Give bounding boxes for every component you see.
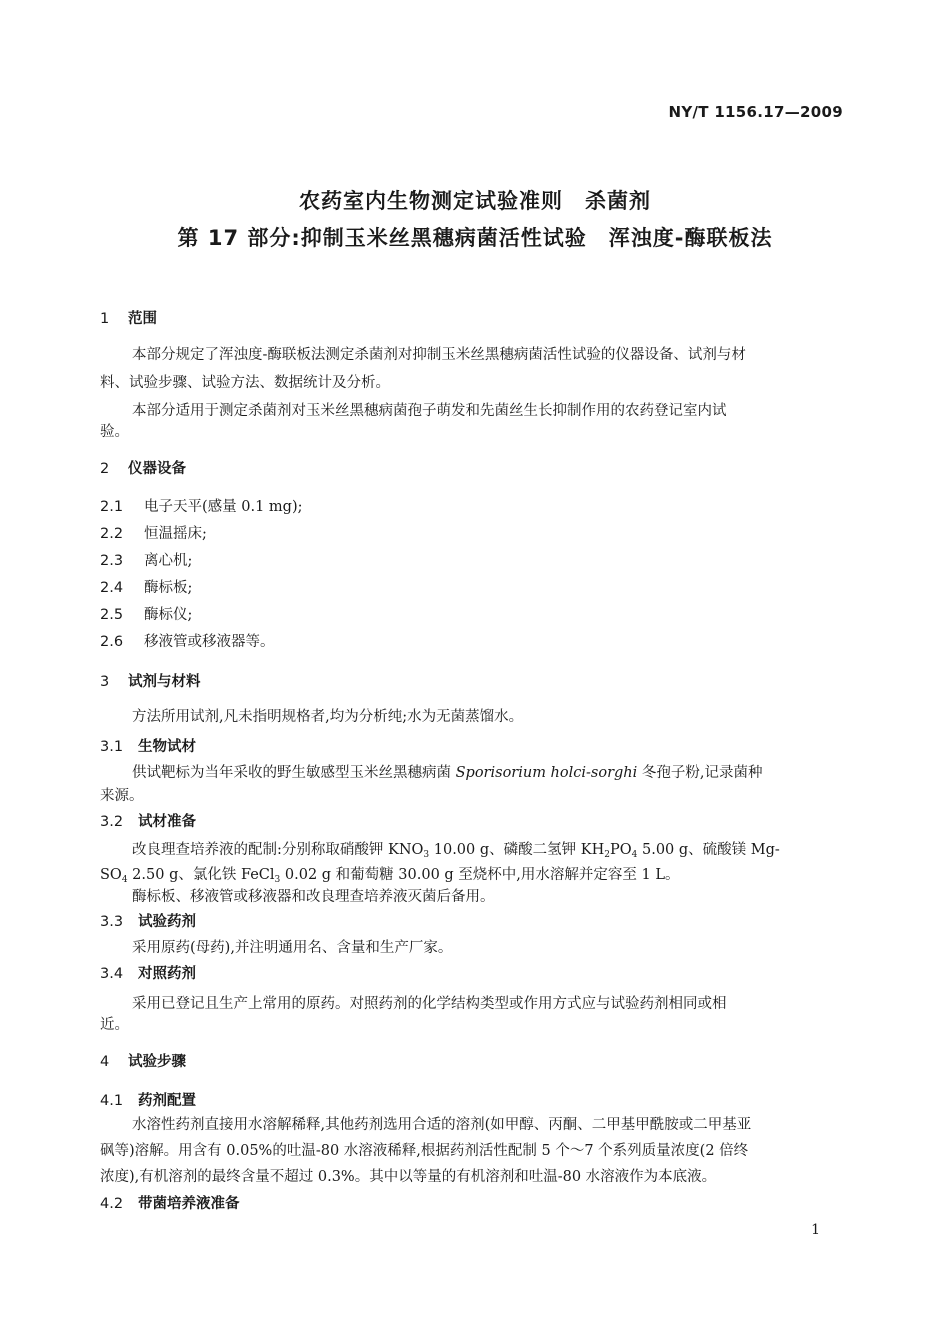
list-item — [100, 630, 275, 651]
paragraph: 酶标板、移液管或移液器和改良理查培养液灭菌后备用。 — [132, 889, 495, 905]
item-text: 电子天平(感量 0.1 mg); — [144, 499, 303, 515]
subsection-title: 试验药剂 — [138, 914, 196, 930]
section-4-heading — [100, 1050, 186, 1071]
subsection-number: 3.1 — [100, 739, 124, 755]
paragraph: 采用已登记且生产上常用的原药。对照药剂的化学结构类型或作用方式应与试验药剂相同或相 — [132, 996, 727, 1012]
paragraph: 采用原药(母药),并注明通用名、含量和生产厂家。 — [132, 940, 453, 956]
paragraph: 本部分适用于测定杀菌剂对玉米丝黑穗病菌孢子萌发和先菌丝生长抑制作用的农药登记室内试 — [132, 403, 727, 419]
section-number: 1 — [100, 311, 110, 327]
paragraph: 改良理查培养液的配制:分别称取硝酸钾 $KNO_3$ 10.00 g、磷酸二氢钾 $KH_2PO_4$ 5.00 g、硫酸镁 Mg- — [132, 842, 780, 860]
paragraph: 来源。 — [100, 788, 144, 804]
standard-number: NY/T 1156.17—2009 — [668, 103, 843, 121]
item-number: 2.6 — [100, 634, 124, 650]
subsection-4-2-heading — [100, 1192, 240, 1213]
subsection-number: 3.3 — [100, 914, 124, 930]
subsection-title: 试材准备 — [138, 814, 196, 830]
item-text: 酶标仪; — [144, 607, 193, 623]
list-item — [100, 549, 192, 570]
subsection-number: 3.2 — [100, 814, 124, 830]
list-item — [100, 603, 192, 624]
section-title: 试剂与材料 — [128, 674, 201, 690]
page-number: 1 — [811, 1222, 820, 1238]
paragraph: 供试靶标为当年采收的野生敏感型玉米丝黑穗病菌 Sporisorium holci-sorghi 冬孢子粉,记录菌种 — [132, 765, 763, 781]
item-number: 2.2 — [100, 526, 124, 542]
paragraph: 砜等)溶解。用含有 0.05%的吐温-80 水溶液稀释,根据药剂活性配制 5 个～7 个系列质量浓度(2 倍终 — [100, 1143, 749, 1159]
paragraph: 浓度),有机溶剂的最终含量不超过 0.3%。其中以等量的有机溶剂和吐温-80 水溶液作为本底液。 — [100, 1169, 717, 1185]
item-number: 2.1 — [100, 499, 124, 515]
item-text: 移液管或移液器等。 — [144, 634, 275, 650]
item-number: 2.5 — [100, 607, 124, 623]
list-item — [100, 522, 207, 543]
document-title-line1: 农药室内生物测定试验准则 杀菌剂 — [299, 189, 651, 213]
subsection-4-1-heading — [100, 1089, 196, 1110]
paragraph: $SO_4$ 2.50 g、氯化铁 FeCl$_3$ 0.02 g 和葡萄糖 30.00 g 至烧杯中,用水溶解并定容至 1 L。 — [100, 867, 680, 885]
list-item — [100, 576, 192, 597]
paragraph: 水溶性药剂直接用水溶解稀释,其他药剂选用合适的溶剂(如甲醇、丙酮、二甲基甲酰胺或二甲基亚 — [132, 1117, 752, 1133]
list-item — [100, 495, 303, 516]
subsection-title: 带菌培养液准备 — [138, 1196, 240, 1212]
section-title: 仪器设备 — [128, 461, 186, 477]
item-text: 离心机; — [144, 553, 193, 569]
subsection-title: 药剂配置 — [138, 1093, 196, 1109]
document-title-line2: 第 17 部分:抑制玉米丝黑穗病菌活性试验 浑浊度-酶联板法 — [177, 226, 773, 250]
section-title: 试验步骤 — [128, 1054, 186, 1070]
section-3-heading — [100, 670, 201, 691]
paragraph: 本部分规定了浑浊度-酶联板法测定杀菌剂对抑制玉米丝黑穗病菌活性试验的仪器设备、试剂与材 — [132, 347, 746, 363]
paragraph: 料、试验步骤、试验方法、数据统计及分析。 — [100, 375, 390, 391]
subsection-number: 4.1 — [100, 1093, 124, 1109]
paragraph: 近。 — [100, 1017, 129, 1033]
subsection-title: 生物试材 — [138, 739, 196, 755]
section-number: 2 — [100, 461, 110, 477]
section-number: 4 — [100, 1054, 110, 1070]
item-text: 恒温摇床; — [144, 526, 207, 542]
section-2-heading — [100, 457, 186, 478]
subsection-3-3-heading — [100, 910, 196, 931]
species-name: Sporisorium holci-sorghi — [455, 765, 638, 781]
item-text: 酶标板; — [144, 580, 193, 596]
subsection-3-1-heading — [100, 735, 196, 756]
section-1-heading — [100, 307, 157, 328]
subsection-number: 3.4 — [100, 966, 124, 982]
item-number: 2.4 — [100, 580, 124, 596]
paragraph: 方法所用试剂,凡未指明规格者,均为分析纯;水为无菌蒸馏水。 — [132, 709, 524, 725]
paragraph: 验。 — [100, 424, 129, 440]
section-title: 范围 — [128, 311, 157, 327]
item-number: 2.3 — [100, 553, 124, 569]
subsection-title: 对照药剂 — [138, 966, 196, 982]
section-number: 3 — [100, 674, 110, 690]
subsection-3-2-heading — [100, 810, 196, 831]
subsection-number: 4.2 — [100, 1196, 124, 1212]
subsection-3-4-heading — [100, 962, 196, 983]
